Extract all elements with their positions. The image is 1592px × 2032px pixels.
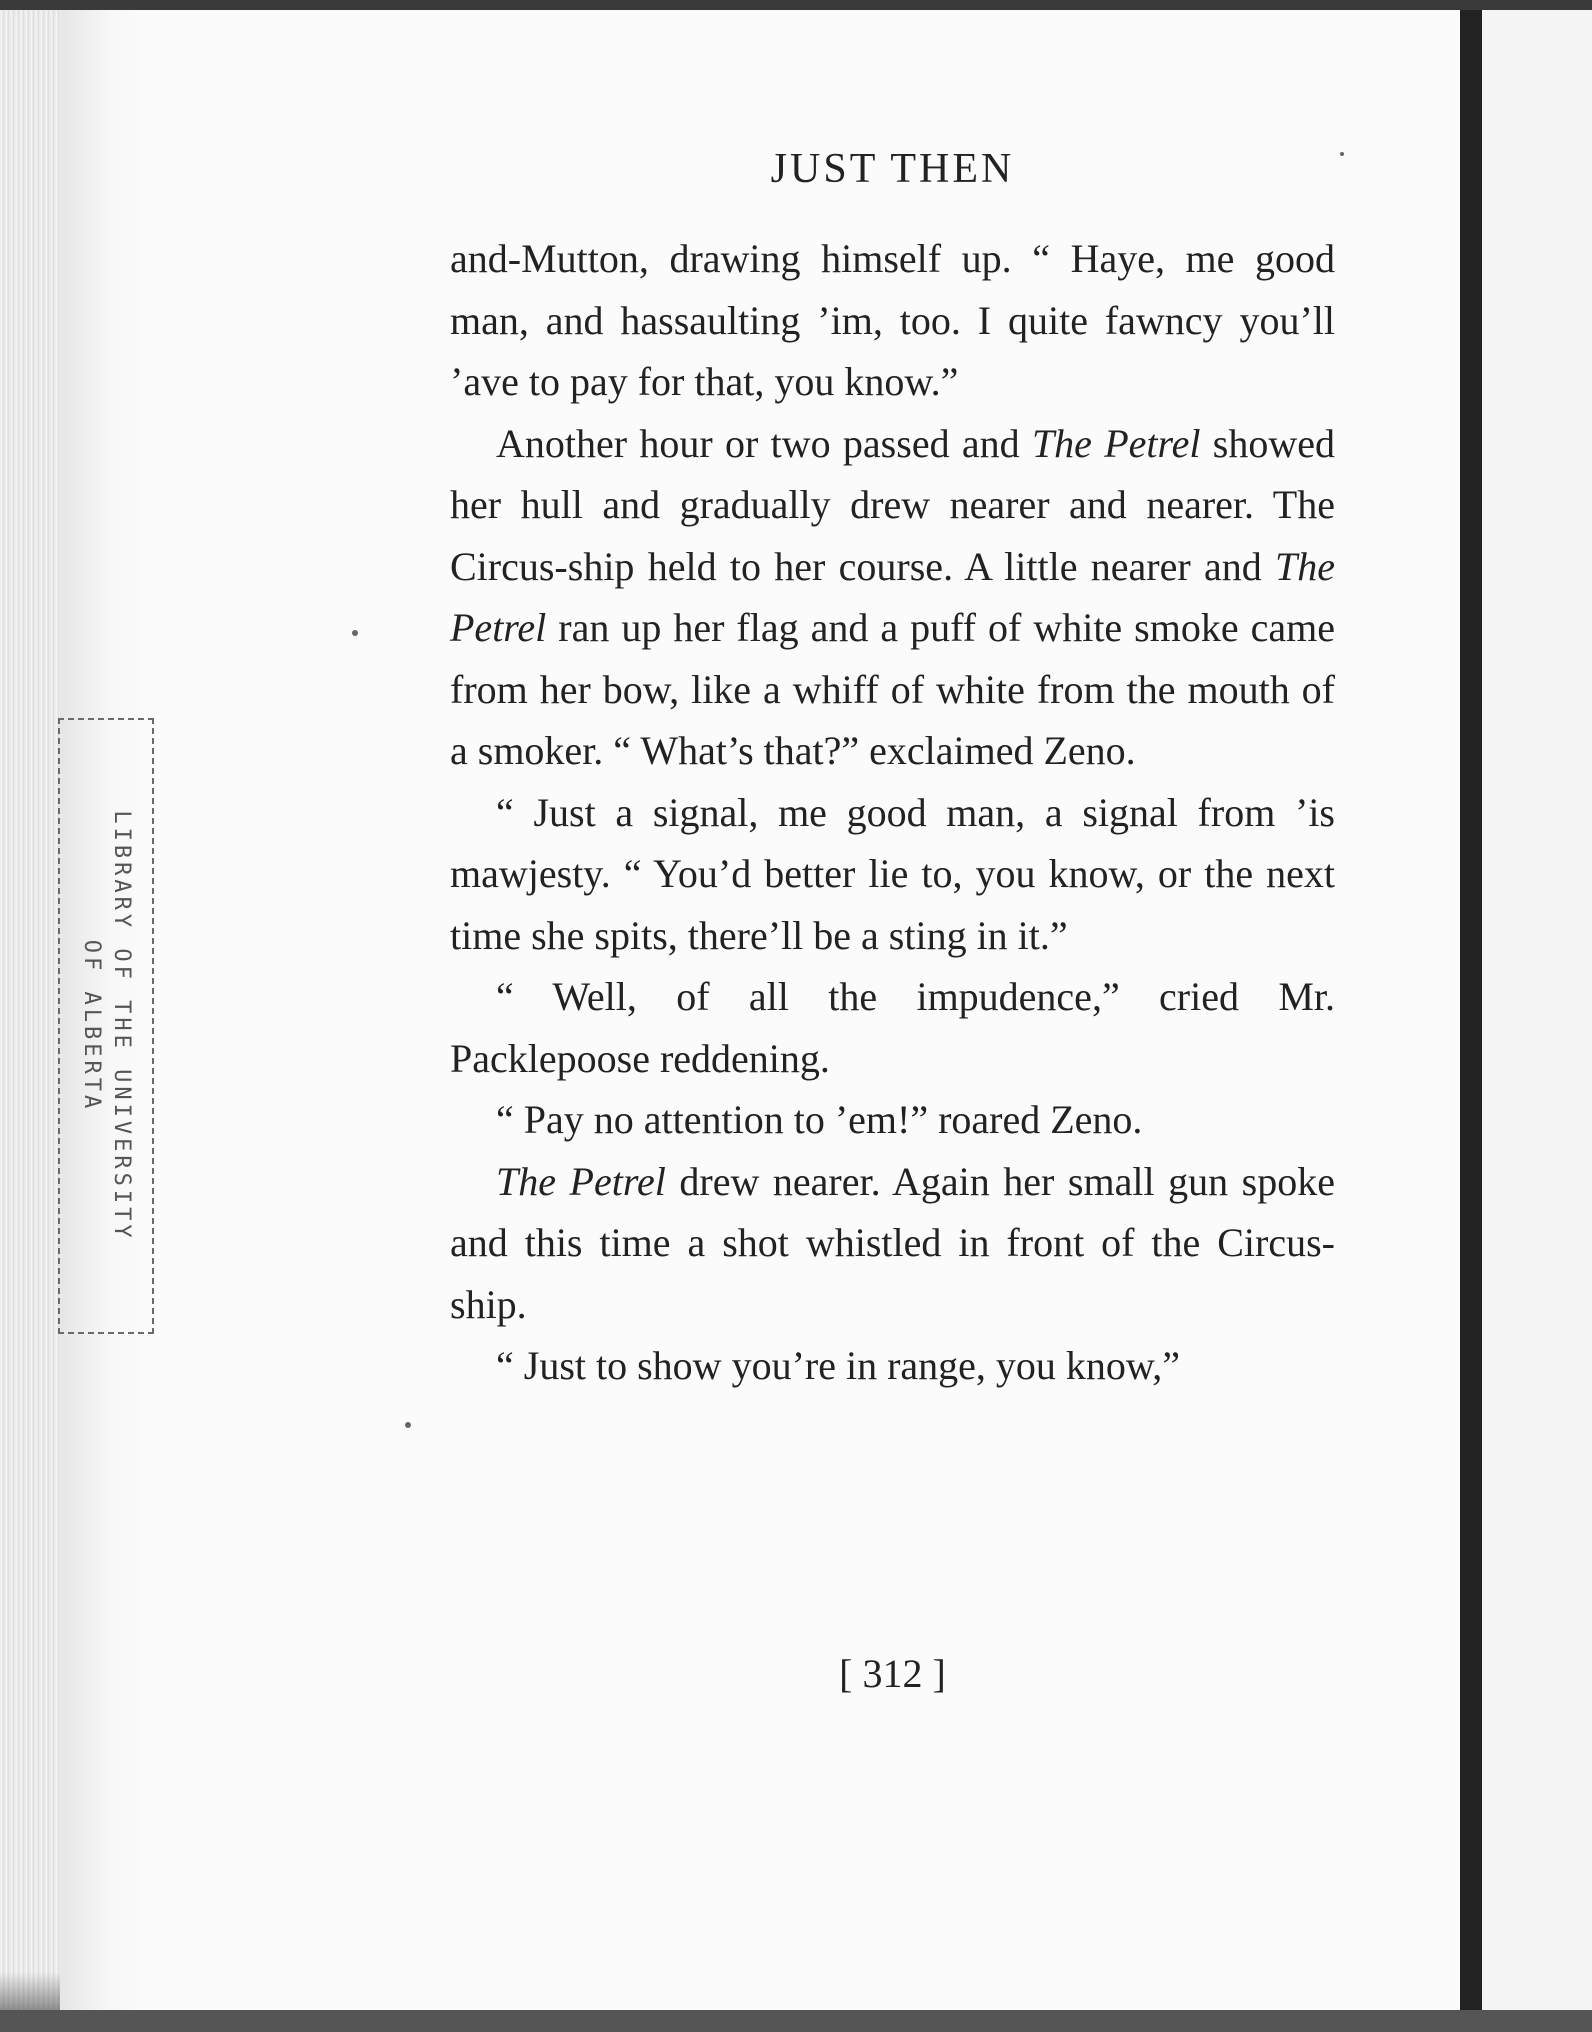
italic-ship-name: The Petrel — [450, 543, 1335, 650]
italic-ship-name: The Petrel — [496, 1158, 666, 1204]
scan-speck — [1340, 152, 1344, 156]
page-number: [ 312 ] — [839, 1651, 946, 1696]
paragraph — [450, 966, 1335, 1089]
facing-page-margin — [1482, 10, 1592, 2032]
running-head: JUST THEN — [770, 146, 1015, 192]
text-segment: ran up her flag and a puff of white smoke came from her bow, like a whiff of white from the mouth of a smoker. “ What’s that?” exclaimed Zeno. — [450, 605, 1335, 773]
text-segment: “ Pay no attention to ’em!” roared Zeno. — [496, 1097, 1143, 1142]
paragraph — [450, 413, 1335, 782]
text-segment: “ Just a signal, me good man, a signal from ’is mawjesty. “ You’d better lie to, you know, or the next time she spits, there’ll be a sting in it.” — [450, 789, 1335, 958]
text-segment: showed her hull and gradually drew nearer and nearer. The Circus-ship held to her course. A little nearer and — [450, 420, 1336, 589]
paragraph — [450, 782, 1335, 967]
text-segment: drew nearer. Again her small gun spoke and this time a shot whistled in front of the Circus-ship. — [450, 1158, 1335, 1327]
paragraph — [450, 1151, 1335, 1336]
scan-top-edge — [0, 0, 1592, 10]
scan-speck — [405, 1422, 411, 1428]
paragraph — [450, 228, 1335, 413]
scan-speck — [352, 630, 358, 636]
book-page-edges — [0, 10, 60, 2032]
text-segment: Another hour or two passed and — [496, 420, 1032, 466]
library-stamp-text — [76, 810, 136, 1241]
paragraph — [450, 1335, 1335, 1397]
scan-bottom-edge — [0, 2010, 1592, 2032]
paragraph — [450, 1089, 1335, 1151]
italic-ship-name: The Petrel — [1031, 420, 1201, 466]
text-segment: “ Well, of all the impudence,” cried Mr. Packlepoose reddening. — [450, 974, 1335, 1081]
library-stamp-line-1: LIBRARY OF THE UNIVERSITY — [109, 810, 134, 1242]
text-segment: and-Mutton, drawing himself up. “ Haye, me good man, and hassaulting ’im, too. I quite fawncy you’ll ’ave to pay for that, you know.” — [450, 236, 1335, 404]
library-stamp-line-2: OF ALBERTA — [79, 939, 104, 1113]
body-text — [450, 228, 1335, 1397]
facing-page-border — [1460, 10, 1482, 2032]
text-segment: “ Just to show you’re in range, you know,” — [496, 1343, 1180, 1388]
library-stamp — [58, 718, 154, 1334]
